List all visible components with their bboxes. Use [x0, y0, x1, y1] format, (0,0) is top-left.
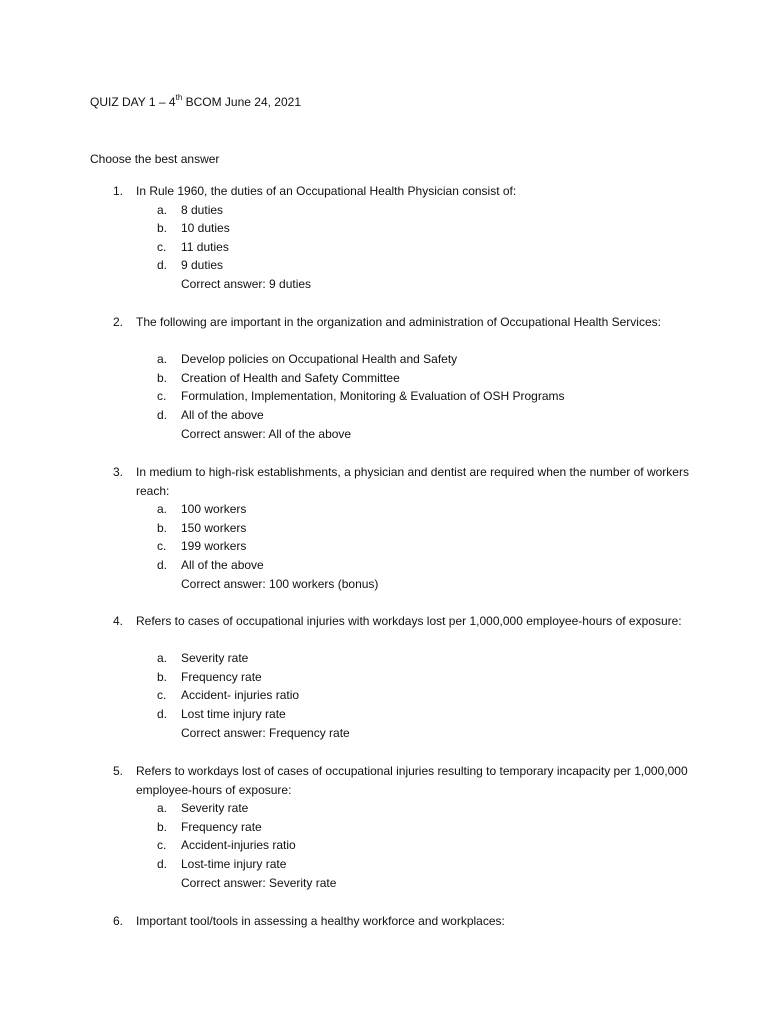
- answer-options: [0, 799, 768, 892]
- option-letter: d.: [157, 258, 168, 273]
- title-superscript: th: [175, 93, 183, 102]
- option-letter: d.: [157, 706, 168, 721]
- question-text: The following are important in the organization and administration of Occupational Health Services:: [136, 315, 661, 329]
- option-text: Lost time injury rate: [181, 706, 286, 721]
- document-title: [90, 93, 301, 112]
- option-letter: b.: [157, 819, 168, 834]
- option-text: Frequency rate: [181, 669, 262, 684]
- title-text: QUIZ DAY 1 – 4: [90, 95, 176, 109]
- option-text: 100 workers: [181, 502, 247, 517]
- option-text: 150 workers: [181, 520, 247, 535]
- answer-option: [0, 387, 768, 406]
- option-text: Lost-time injury rate: [181, 856, 287, 871]
- question-text: Refers to workdays lost of cases of occupational injuries resulting to temporary incapacity per 1,000,000 employee-hours of exposure:: [136, 764, 688, 797]
- answer-option: [0, 406, 768, 425]
- option-text: 10 duties: [181, 221, 230, 236]
- option-letter: c.: [157, 688, 167, 703]
- option-text: 199 workers: [181, 539, 247, 554]
- answer-option: [0, 350, 768, 369]
- option-letter: b.: [157, 370, 168, 385]
- option-letter: b.: [157, 221, 168, 236]
- answer-option: [0, 201, 768, 220]
- option-letter: d.: [157, 407, 168, 422]
- answer-option: [0, 219, 768, 238]
- correct-answer-text: Correct answer: Severity rate: [181, 875, 337, 890]
- answer-option: [0, 256, 768, 275]
- answer-option: [0, 836, 768, 855]
- question-number: 1.: [113, 184, 124, 198]
- option-letter: a.: [157, 801, 168, 816]
- option-text: Severity rate: [181, 801, 249, 816]
- option-letter: c.: [157, 539, 167, 554]
- answer-option: [0, 537, 768, 556]
- correct-answer-text: Correct answer: 100 workers (bonus): [181, 576, 379, 591]
- option-text: Frequency rate: [181, 819, 262, 834]
- answer-option: [0, 668, 768, 687]
- correct-answer-text: Correct answer: All of the above: [181, 426, 352, 441]
- correct-answer: [0, 575, 768, 594]
- correct-answer-text: Correct answer: Frequency rate: [181, 725, 350, 740]
- question-number: 3.: [113, 465, 124, 479]
- question-text: Important tool/tools in assessing a healthy workforce and workplaces:: [136, 914, 505, 928]
- option-text: Creation of Health and Safety Committee: [181, 370, 400, 385]
- option-letter: a.: [157, 352, 168, 367]
- option-letter: b.: [157, 520, 168, 535]
- option-letter: c.: [157, 239, 167, 254]
- answer-option: [0, 369, 768, 388]
- option-letter: c.: [157, 389, 167, 404]
- question-text: In Rule 1960, the duties of an Occupational Health Physician consist of:: [136, 184, 517, 198]
- answer-options: [0, 201, 768, 294]
- option-text: All of the above: [181, 557, 264, 572]
- option-letter: d.: [157, 557, 168, 572]
- answer-option: [0, 818, 768, 837]
- correct-answer: [0, 275, 768, 294]
- question-text: Refers to cases of occupational injuries with workdays lost per 1,000,000 employee-hours of exposure:: [136, 614, 682, 628]
- question-text: In medium to high-risk establishments, a physician and dentist are required when the number of workers reach:: [136, 465, 689, 498]
- answer-option: [0, 855, 768, 874]
- answer-options: [0, 350, 768, 443]
- option-letter: a.: [157, 651, 168, 666]
- option-letter: a.: [157, 502, 168, 517]
- correct-answer: [0, 724, 768, 743]
- option-letter: c.: [157, 838, 167, 853]
- question-number: 4.: [113, 614, 124, 628]
- answer-option: [0, 500, 768, 519]
- answer-option: [0, 519, 768, 538]
- answer-option: [0, 238, 768, 257]
- option-text: 9 duties: [181, 258, 224, 273]
- question-number: 2.: [113, 315, 124, 329]
- answer-options: [0, 649, 768, 742]
- question-number: 6.: [113, 914, 124, 928]
- answer-option: [0, 705, 768, 724]
- option-letter: d.: [157, 856, 168, 871]
- option-text: Develop policies on Occupational Health and Safety: [181, 352, 458, 367]
- answer-option: [0, 686, 768, 705]
- option-text: Formulation, Implementation, Monitoring & Evaluation of OSH Programs: [181, 389, 565, 404]
- correct-answer-text: Correct answer: 9 duties: [181, 276, 312, 291]
- title-date: BCOM June 24, 2021: [182, 95, 301, 109]
- option-text: Severity rate: [181, 651, 249, 666]
- correct-answer: [0, 425, 768, 444]
- instructions: Choose the best answer: [90, 152, 220, 166]
- option-letter: a.: [157, 202, 168, 217]
- option-text: All of the above: [181, 407, 264, 422]
- option-letter: b.: [157, 669, 168, 684]
- answer-option: [0, 556, 768, 575]
- answer-option: [0, 649, 768, 668]
- correct-answer: [0, 874, 768, 893]
- option-text: Accident- injuries ratio: [181, 688, 300, 703]
- option-text: Accident-injuries ratio: [181, 838, 296, 853]
- option-text: 8 duties: [181, 202, 224, 217]
- option-text: 11 duties: [181, 239, 229, 254]
- answer-options: [0, 500, 768, 593]
- question-number: 5.: [113, 764, 124, 778]
- answer-option: [0, 799, 768, 818]
